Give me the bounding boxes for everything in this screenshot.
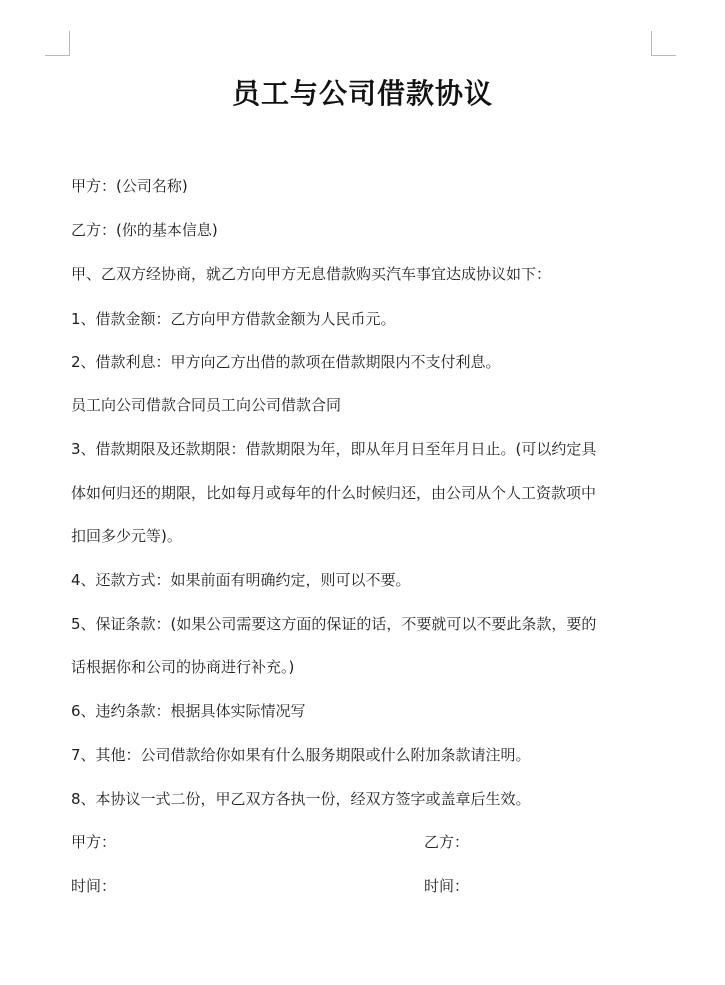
signature-time-b: 时间： (424, 877, 470, 895)
filler-heading-line: 员工向公司借款合同员工向公司借款合同 (71, 396, 342, 414)
clause-7-other: 7、其他：公司借款给你如果有什么服务期限或什么附加条款请注明。 (71, 746, 531, 764)
clause-3-term-line-3: 扣回多少元等)。 (71, 527, 182, 545)
party-b-line: 乙方：(你的基本信息) (71, 221, 218, 239)
clause-3-term-line-2: 体如何归还的期限，比如每月或每年的什么时候归还，由公司从个人工资款项中 (71, 484, 597, 502)
document-title: 员工与公司借款协议 (231, 77, 493, 110)
intro-paragraph: 甲、乙双方经协商，就乙方向甲方无息借款购买汽车事宜达成协议如下： (71, 265, 552, 283)
clause-3-term-line-1: 3、借款期限及还款期限：借款期限为年，即从年月日至年月日止。(可以约定具 (71, 440, 597, 458)
clause-4-repayment: 4、还款方式：如果前面有明确约定，则可以不要。 (71, 571, 411, 589)
signature-time-a: 时间： (71, 877, 117, 895)
party-a-line: 甲方：(公司名称) (71, 177, 188, 195)
clause-1-amount: 1、借款金额：乙方向甲方借款金额为人民币元。 (71, 310, 396, 328)
crop-mark-top-left (45, 31, 70, 56)
clause-2-interest: 2、借款利息：甲方向乙方出借的款项在借款期限内不支付利息。 (71, 353, 501, 371)
signature-party-a: 甲方： (71, 833, 117, 851)
crop-mark-top-right (651, 31, 676, 56)
clause-5-guarantee-line-2: 话根据你和公司的协商进行补充。) (71, 658, 295, 676)
clause-5-guarantee-line-1: 5、保证条款：(如果公司需要这方面的保证的话，不要就可以不要此条款，要的 (71, 615, 597, 633)
signature-party-b: 乙方： (424, 833, 470, 851)
clause-6-breach: 6、违约条款：根据具体实际情况写 (71, 702, 306, 720)
clause-8-copies: 8、本协议一式二份，甲乙双方各执一份，经双方签字或盖章后生效。 (71, 790, 531, 808)
